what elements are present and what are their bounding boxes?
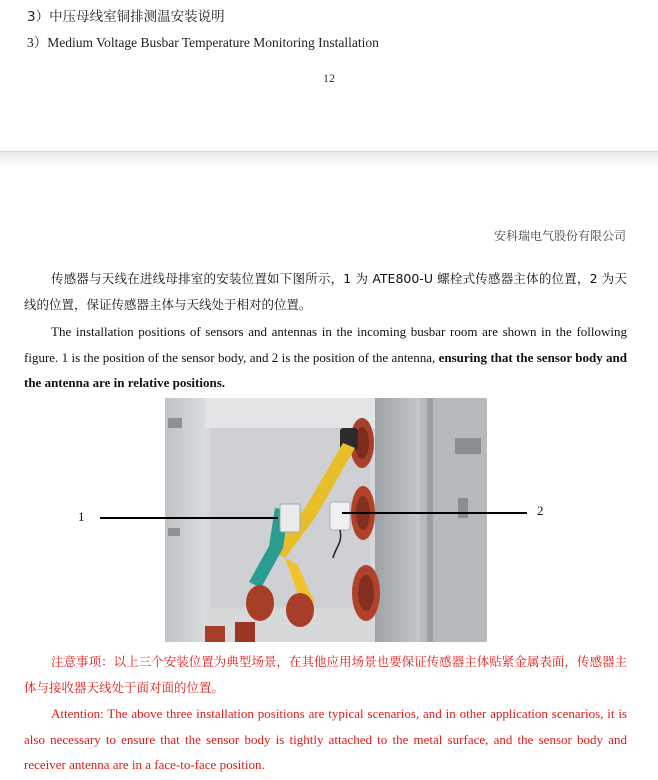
intro-paragraph-en [24, 319, 627, 396]
page-break-divider [0, 151, 658, 169]
note-paragraph-cn: 注意事项：以上三个安装位置为典型场景，在其他应用场景也要保证传感器主体贴紧金属表面，传感器主体与接收器天线处于面对面的位置。 [24, 654, 627, 695]
leader-line-2 [342, 512, 527, 514]
installation-photo [165, 398, 487, 642]
label-sensor-body: 1 [78, 509, 85, 524]
note-paragraph-en: Attention: The above three installation positions are typical scenarios, and in other application scenarios, it is also necessary to ensure that the sensor body is tightly attached to the metal surface, and the sensor body and receiver antenna are in a face-to-face position. [24, 706, 627, 772]
intro-emphasis-en: ensuring that the sensor body and the antenna are in relative positions. [24, 349, 628, 390]
label-antenna: 2 [537, 503, 544, 518]
leader-line-1 [100, 517, 278, 519]
company-name: 安科瑞电气股份有限公司 [493, 229, 626, 243]
page-number: 12 [323, 71, 335, 85]
section-heading-cn: 3）中压母线室铜排测温安装说明 [27, 9, 225, 25]
intro-text-en: The installation positions of sensors and antennas in the incoming busbar room are shown in the following figure. 1 is the position of the sensor body, and 2 is the position of the antenna, [24, 324, 627, 365]
intro-paragraph-cn: 传感器与天线在进线母排室的安装位置如下图所示，1 为 ATE800-U 螺栓式传感器主体的位置，2 为天线的位置，保证传感器主体与天线处于相对的位置。 [24, 271, 627, 312]
section-heading-en: 3）Medium Voltage Busbar Temperature Monitoring Installation [27, 35, 379, 50]
